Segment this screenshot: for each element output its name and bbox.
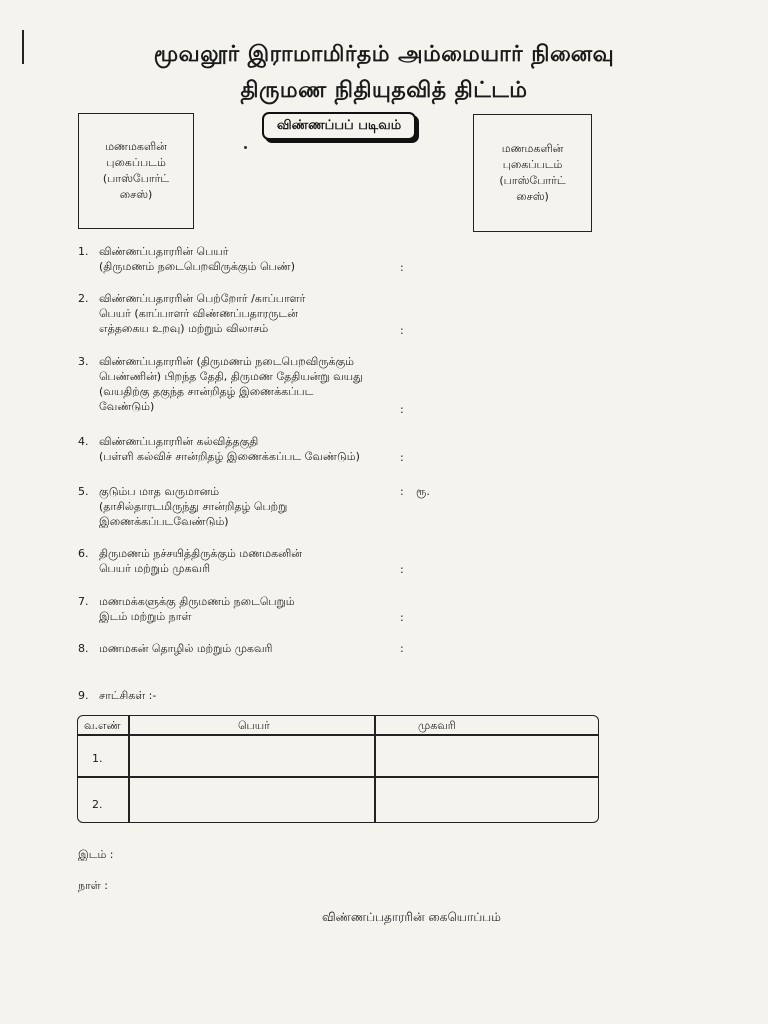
question-text: விண்ணப்பதாரரின் (திருமணம் நடைபெறவிருக்கும் பெண்ணின்) பிறந்த தேதி, திருமண தேதியன்று வயது (வயதிற்கு தகுந்த சான்றிதழ் இணைக்கப்பட வேண்டும்): [99, 355, 363, 413]
place-field[interactable]: இடம் :: [78, 848, 114, 861]
form-title-line2: திருமண நிதியுதவித் திட்டம்: [240, 78, 528, 103]
question-number: 3.: [78, 355, 89, 368]
header-serial: வ.எண்: [84, 719, 121, 732]
question-number: 8.: [78, 642, 89, 655]
witness-1-address-cell[interactable]: [376, 736, 596, 775]
photo-box-label: மணமகளின் புகைப்படம் (பாஸ்போர்ட் சைஸ்): [102, 140, 170, 201]
witness-2-name-cell[interactable]: [130, 778, 373, 820]
application-form-badge: விண்ணப்பப் படிவம்: [262, 112, 416, 140]
scan-dot: [244, 146, 247, 149]
question-number: 6.: [78, 547, 89, 560]
witness-1-name-cell[interactable]: [130, 736, 373, 775]
currency-label: ரூ.: [416, 485, 430, 498]
answer-field[interactable]: :: [400, 485, 404, 498]
header-name: பெயர்: [238, 719, 270, 732]
answer-field[interactable]: :: [400, 611, 404, 624]
question-number: 5.: [78, 485, 89, 498]
question-number: 9.: [78, 689, 89, 702]
question-text: குடும்ப மாத வருமானம் (தாசில்தாரடமிருந்து சான்றிதழ் பெற்று இணைக்கப்படவேண்டும்): [99, 485, 288, 528]
answer-field[interactable]: :: [400, 261, 404, 274]
question-text: விண்ணப்பதாரரின் பெயர் (திருமணம் நடைபெறவிருக்கும் பெண்): [99, 245, 295, 273]
question-number: 4.: [78, 435, 89, 448]
answer-field[interactable]: :: [400, 642, 404, 655]
question-number: 7.: [78, 595, 89, 608]
question-number: 1.: [78, 245, 89, 258]
header-address: முகவரி: [418, 719, 456, 732]
bride-photo-box-right[interactable]: [473, 114, 592, 232]
answer-field[interactable]: :: [400, 403, 404, 416]
question-text: திருமணம் நச்சயித்திருக்கும் மணமகனின் பெயர் மற்றும் முகவரி: [99, 547, 302, 575]
answer-field[interactable]: :: [400, 451, 404, 464]
date-field[interactable]: நாள் :: [78, 879, 108, 892]
question-text: சாட்சிகள் :-: [99, 689, 157, 702]
question-text: விண்ணப்பதாரரின் கல்வித்தகுதி (பள்ளி கல்விச் சான்றிதழ் இணைக்கப்பட வேண்டும்): [99, 435, 360, 463]
witness-2-address-cell[interactable]: [376, 778, 596, 820]
form-title-line1: மூவலூர் இராமாமிர்தம் அம்மையார் நினைவு: [153, 42, 615, 67]
witness-row-2-number: 2.: [92, 798, 103, 811]
question-text: மணமகன் தொழில் மற்றும் முகவரி: [99, 642, 273, 655]
answer-field[interactable]: :: [400, 324, 404, 337]
photo-box-label: மணமகளின் புகைப்படம் (பாஸ்போர்ட் சைஸ்): [499, 142, 566, 203]
question-number: 2.: [78, 292, 89, 305]
question-text: மணமக்களுக்கு திருமணம் நடைபெறும் இடம் மற்றும் நாள்: [99, 595, 295, 623]
witness-table: [77, 715, 599, 823]
question-text: விண்ணப்பதாரரின் பெற்றோர் /காப்பாளர் பெயர் (காப்பாளர் விண்ணப்பதாரருடன் எத்தகைய உறவு) மற்றும் விலாசம்: [99, 292, 306, 335]
applicant-signature-label: விண்ணப்பதாரரின் கையொப்பம்: [322, 910, 501, 924]
bride-photo-box-left[interactable]: [78, 113, 194, 229]
answer-field[interactable]: :: [400, 563, 404, 576]
witness-row-1-number: 1.: [92, 752, 103, 765]
